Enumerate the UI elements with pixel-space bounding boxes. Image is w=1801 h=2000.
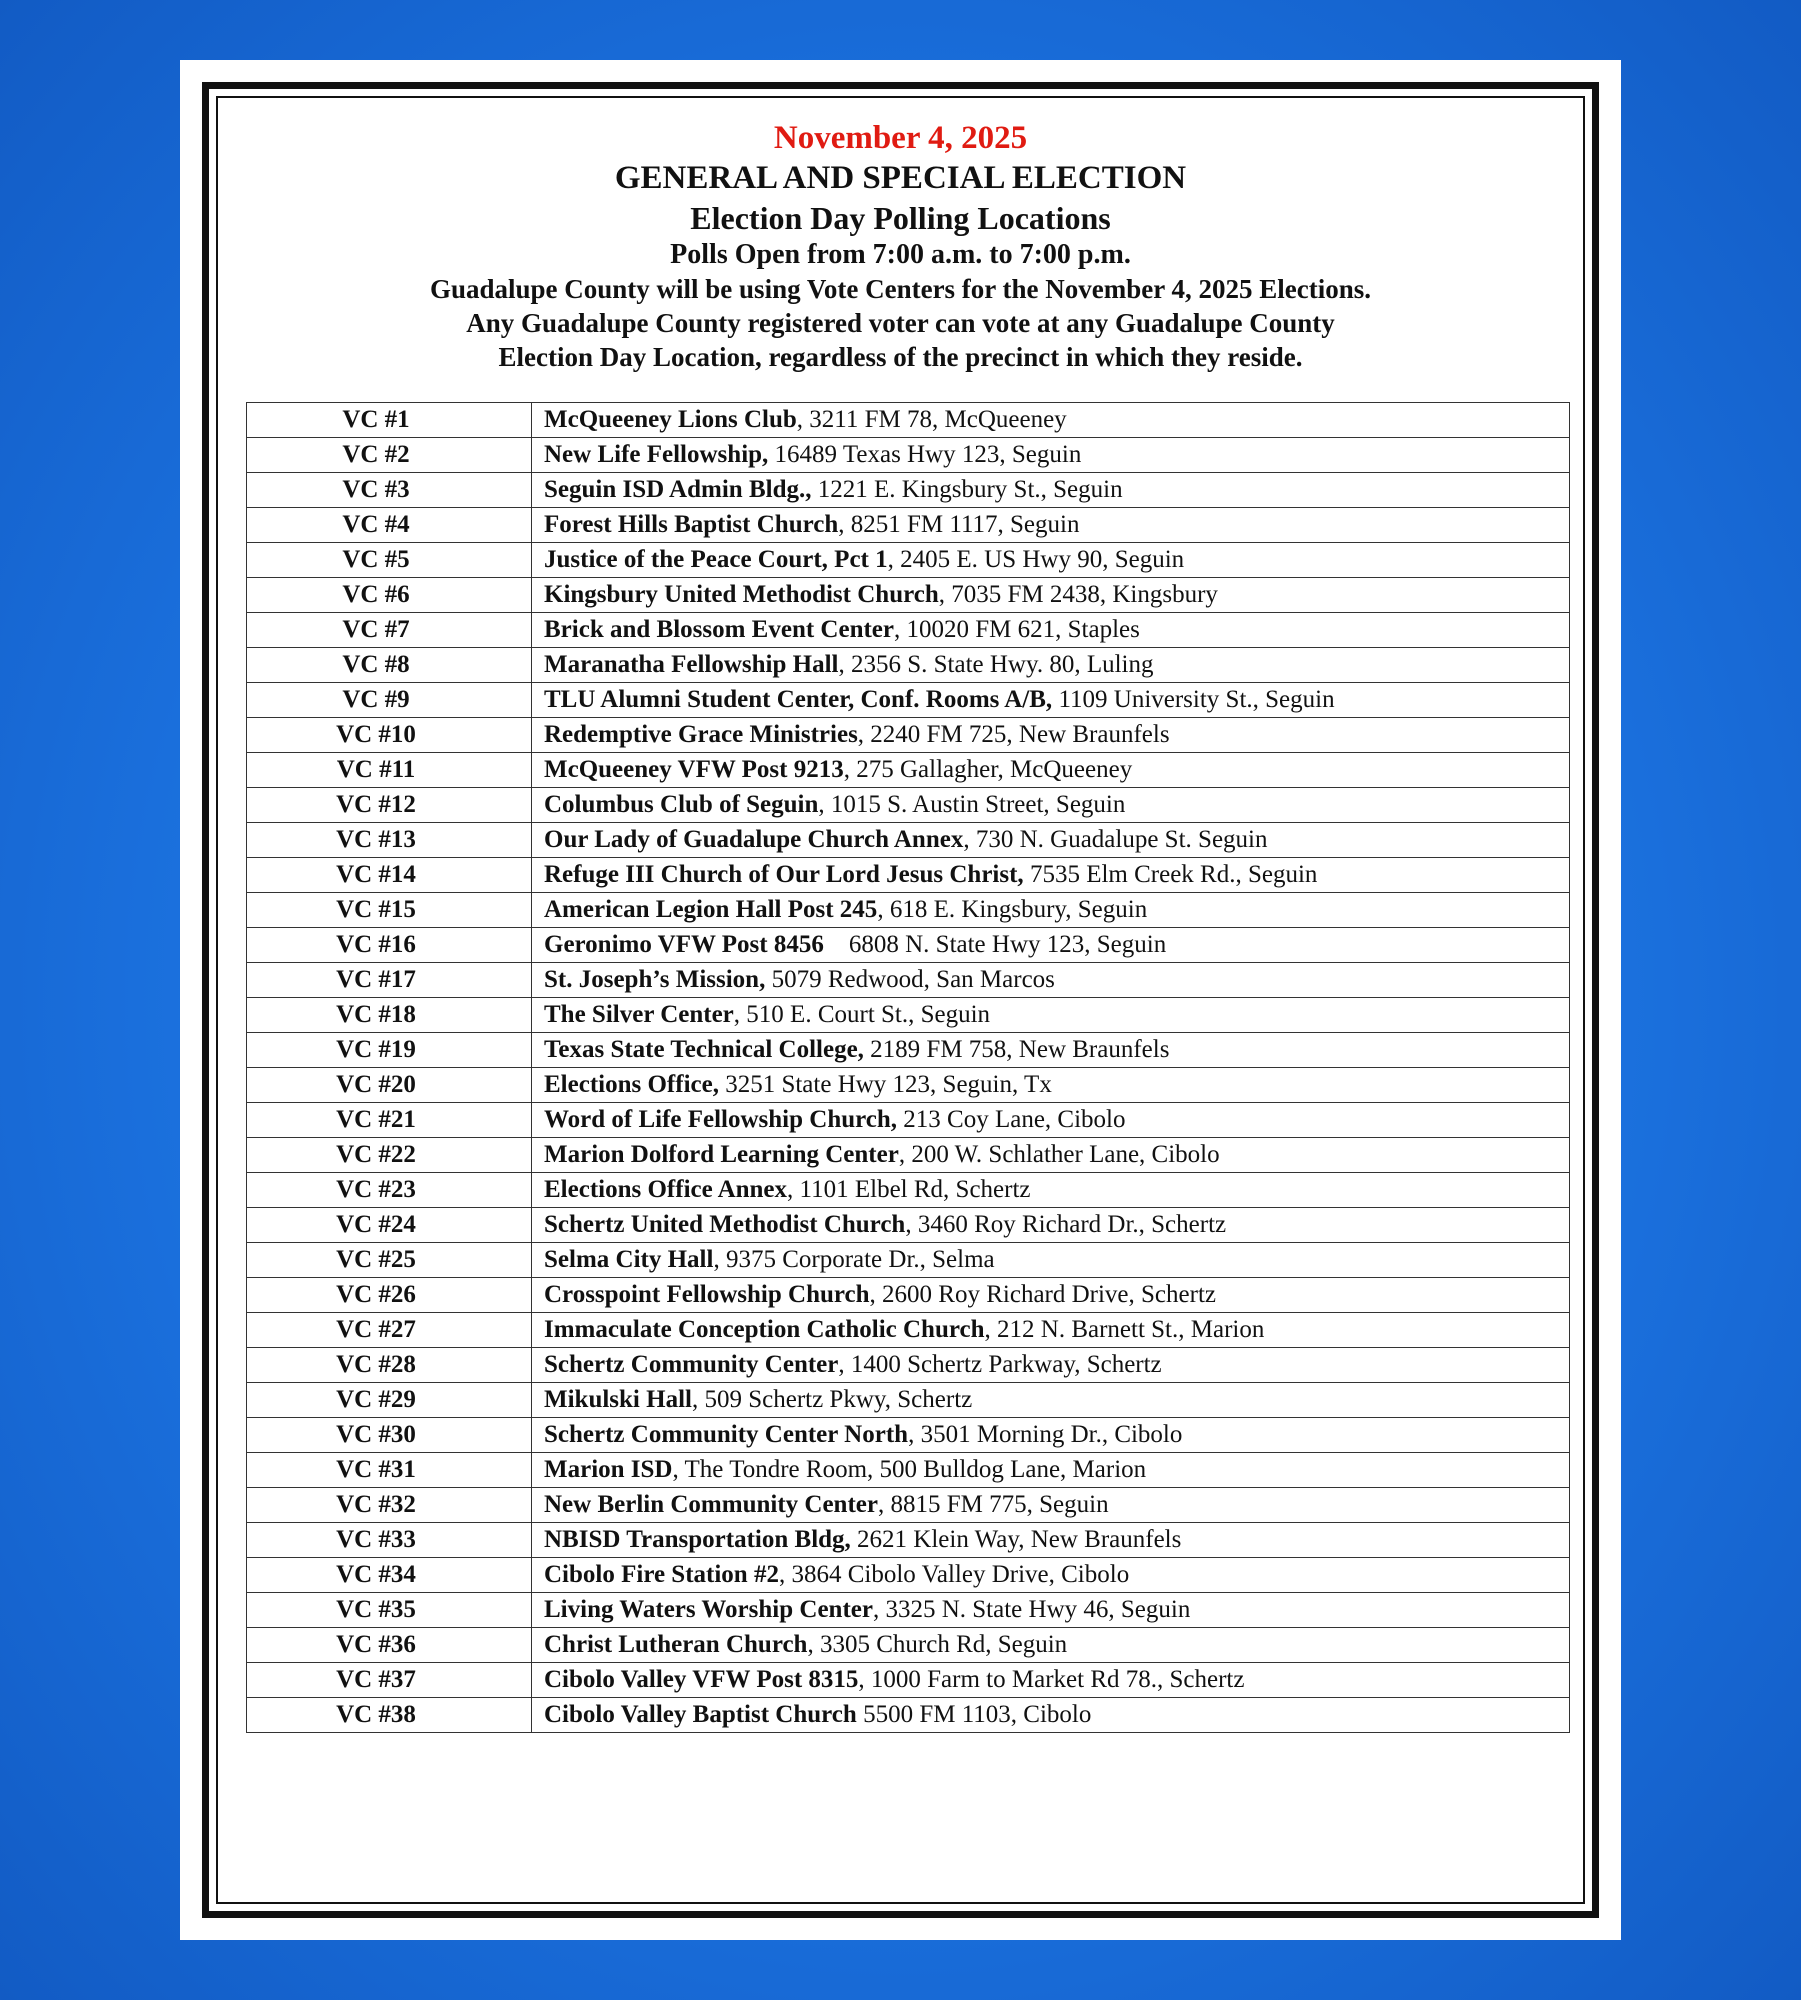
location-cell (532, 1418, 1570, 1453)
table-row (247, 963, 1570, 998)
table-row (247, 473, 1570, 508)
table-row (247, 718, 1570, 753)
vote-center-number: VC #8 (247, 648, 532, 683)
location-cell (532, 508, 1570, 543)
vote-center-note-3: Election Day Location, regardless of the precinct in which they reside. (498, 342, 1303, 372)
table-row (247, 543, 1570, 578)
location-cell (532, 753, 1570, 788)
location-name: Elections Office, (544, 1071, 719, 1098)
location-name: Texas State Technical College, (544, 1036, 864, 1063)
location-address: , 509 Schertz Pkwy, Schertz (691, 1386, 973, 1413)
location-name: American Legion Hall Post 245 (544, 896, 878, 923)
location-name: Brick and Blossom Event Center (544, 616, 894, 643)
vote-center-number: VC #16 (247, 928, 532, 963)
vote-center-number: VC #25 (247, 1243, 532, 1278)
location-address: 16489 Texas Hwy 123, Seguin (768, 441, 1082, 468)
table-row (247, 1418, 1570, 1453)
location-cell (532, 613, 1570, 648)
location-name: Schertz Community Center (544, 1351, 839, 1378)
location-cell (532, 438, 1570, 473)
vote-center-number: VC #38 (247, 1698, 532, 1733)
vote-center-number: VC #27 (247, 1313, 532, 1348)
vote-center-number: VC #32 (247, 1488, 532, 1523)
location-address: , 3460 Roy Richard Dr., Schertz (905, 1211, 1227, 1238)
vote-center-number: VC #35 (247, 1593, 532, 1628)
location-cell (532, 1138, 1570, 1173)
location-address: , 275 Gallagher, McQueeney (843, 756, 1133, 783)
location-cell (532, 1523, 1570, 1558)
location-address: 2621 Klein Way, New Braunfels (850, 1526, 1182, 1553)
location-name: Marion ISD (544, 1456, 673, 1483)
vote-center-note-2: Any Guadalupe County registered voter can vote at any Guadalupe County (466, 308, 1335, 338)
vote-center-number: VC #36 (247, 1628, 532, 1663)
vote-center-number: VC #17 (247, 963, 532, 998)
location-address: , 10020 FM 621, Staples (894, 616, 1140, 643)
location-address: 3251 State Hwy 123, Seguin, Tx (718, 1071, 1052, 1098)
vote-center-number: VC #14 (247, 858, 532, 893)
table-row (247, 1383, 1570, 1418)
location-name: Forest Hills Baptist Church (544, 511, 839, 538)
location-cell (532, 1348, 1570, 1383)
location-address: , 2356 S. State Hwy. 80, Luling (838, 651, 1154, 678)
document-title: GENERAL AND SPECIAL ELECTION (614, 160, 1187, 196)
location-address: , 1101 Elbel Rd, Schertz (787, 1176, 1031, 1203)
table-row (247, 788, 1570, 823)
location-cell (532, 1208, 1570, 1243)
location-cell (532, 1033, 1570, 1068)
location-cell (532, 1173, 1570, 1208)
table-row (247, 1663, 1570, 1698)
location-address: , 2240 FM 725, New Braunfels (857, 721, 1170, 748)
table-row (247, 1313, 1570, 1348)
vote-center-number: VC #26 (247, 1278, 532, 1313)
location-cell (532, 648, 1570, 683)
location-cell (532, 998, 1570, 1033)
location-address: , 730 N. Guadalupe St. Seguin (963, 826, 1268, 853)
page-border-outer (202, 82, 1599, 1918)
election-date: November 4, 2025 (773, 120, 1028, 156)
location-name: Crosspoint Fellowship Church (544, 1281, 870, 1308)
location-name: The Silver Center (544, 1001, 734, 1028)
table-row (247, 1033, 1570, 1068)
location-cell (532, 543, 1570, 578)
vote-center-number: VC #24 (247, 1208, 532, 1243)
location-address: , 1015 S. Austin Street, Seguin (818, 791, 1126, 818)
location-cell (532, 1243, 1570, 1278)
vote-center-number: VC #13 (247, 823, 532, 858)
table-row (247, 858, 1570, 893)
vote-center-number: VC #1 (247, 403, 532, 438)
location-name: Selma City Hall (544, 1246, 714, 1273)
table-row (247, 1593, 1570, 1628)
location-name: Elections Office Annex (544, 1176, 788, 1203)
location-cell (532, 1313, 1570, 1348)
vote-center-number: VC #6 (247, 578, 532, 613)
table-row (247, 578, 1570, 613)
location-cell (532, 1068, 1570, 1103)
location-address: 213 Coy Lane, Cibolo (897, 1106, 1126, 1133)
location-cell (532, 1383, 1570, 1418)
location-cell (532, 403, 1570, 438)
location-cell (532, 1453, 1570, 1488)
vote-center-number: VC #4 (247, 508, 532, 543)
vote-center-number: VC #33 (247, 1523, 532, 1558)
document-page (180, 60, 1621, 1940)
location-address: 5500 FM 1103, Cibolo (856, 1701, 1092, 1728)
table-row (247, 893, 1570, 928)
table-row (247, 1068, 1570, 1103)
location-cell (532, 578, 1570, 613)
vote-center-number: VC #18 (247, 998, 532, 1033)
location-name: Justice of the Peace Court, Pct 1 (544, 546, 888, 573)
location-cell (532, 858, 1570, 893)
table-row (247, 1558, 1570, 1593)
table-row (247, 1698, 1570, 1733)
location-address: , 2600 Roy Richard Drive, Schertz (869, 1281, 1216, 1308)
location-name: Refuge III Church of Our Lord Jesus Christ, (544, 861, 1024, 888)
location-address: 5079 Redwood, San Marcos (765, 966, 1055, 993)
location-cell (532, 718, 1570, 753)
table-row (247, 1488, 1570, 1523)
vote-center-note-1: Guadalupe County will be using Vote Centers for the November 4, 2025 Elections. (429, 274, 1372, 304)
location-name: Immaculate Conception Catholic Church (544, 1316, 985, 1343)
location-cell (532, 1628, 1570, 1663)
vote-center-number: VC #3 (247, 473, 532, 508)
location-cell (532, 1593, 1570, 1628)
vote-center-number: VC #11 (247, 753, 532, 788)
location-address: , 3305 Church Rd, Seguin (807, 1631, 1068, 1658)
location-address: 1109 University St., Seguin (1052, 686, 1335, 713)
location-cell (532, 1663, 1570, 1698)
vote-center-number: VC #21 (247, 1103, 532, 1138)
location-address: , 9375 Corporate Dr., Selma (713, 1246, 995, 1273)
table-row (247, 1628, 1570, 1663)
location-cell (532, 963, 1570, 998)
location-address: 6808 N. State Hwy 123, Seguin (823, 931, 1167, 958)
document-subtitle: Election Day Polling Locations (690, 200, 1111, 236)
table-row (247, 1523, 1570, 1558)
location-address: , 200 W. Schlather Lane, Cibolo (898, 1141, 1220, 1168)
location-name: Schertz United Methodist Church (544, 1211, 906, 1238)
page-border-inner (216, 96, 1585, 1904)
table-row (247, 1103, 1570, 1138)
vote-center-number: VC #37 (247, 1663, 532, 1698)
vote-center-number: VC #10 (247, 718, 532, 753)
location-address: , 3864 Cibolo Valley Drive, Cibolo (778, 1561, 1130, 1588)
table-row (247, 928, 1570, 963)
location-name: Columbus Club of Seguin (544, 791, 819, 818)
location-address: 2189 FM 758, New Braunfels (863, 1036, 1170, 1063)
location-cell (532, 1488, 1570, 1523)
location-name: Living Waters Worship Center (544, 1596, 873, 1623)
location-address: , 7035 FM 2438, Kingsbury (938, 581, 1218, 608)
location-name: NBISD Transportation Bldg, (544, 1526, 851, 1553)
polling-locations-table (246, 402, 1570, 1733)
location-cell (532, 788, 1570, 823)
vote-center-number: VC #20 (247, 1068, 532, 1103)
location-cell (532, 473, 1570, 508)
location-cell (532, 1698, 1570, 1733)
location-name: Our Lady of Guadalupe Church Annex (544, 826, 964, 853)
location-address: , 212 N. Barnett St., Marion (984, 1316, 1265, 1343)
location-name: Marion Dolford Learning Center (544, 1141, 899, 1168)
vote-center-number: VC #9 (247, 683, 532, 718)
location-address: , 510 E. Court St., Seguin (733, 1001, 991, 1028)
location-address: , 3501 Morning Dr., Cibolo (908, 1421, 1183, 1448)
vote-center-number: VC #15 (247, 893, 532, 928)
location-address: , 618 E. Kingsbury, Seguin (877, 896, 1148, 923)
vote-center-number: VC #23 (247, 1173, 532, 1208)
location-address: , The Tondre Room, 500 Bulldog Lane, Marion (672, 1456, 1147, 1483)
table-row (247, 1278, 1570, 1313)
location-cell (532, 823, 1570, 858)
location-cell (532, 893, 1570, 928)
vote-center-number: VC #29 (247, 1383, 532, 1418)
location-name: TLU Alumni Student Center, Conf. Rooms A/B, (544, 686, 1053, 713)
location-name: Seguin ISD Admin Bldg., (544, 476, 812, 503)
table-row (247, 683, 1570, 718)
location-name: Cibolo Valley Baptist Church (544, 1701, 857, 1728)
location-name: Mikulski Hall (544, 1386, 692, 1413)
location-address: , 1400 Schertz Parkway, Schertz (838, 1351, 1162, 1378)
location-address: , 3211 FM 78, McQueeney (796, 406, 1067, 433)
vote-center-number: VC #34 (247, 1558, 532, 1593)
poll-hours: Polls Open from 7:00 a.m. to 7:00 p.m. (670, 239, 1131, 270)
table-row (247, 1243, 1570, 1278)
location-name: Redemptive Grace Ministries (544, 721, 858, 748)
location-cell (532, 1558, 1570, 1593)
vote-center-number: VC #2 (247, 438, 532, 473)
vote-center-number: VC #22 (247, 1138, 532, 1173)
location-name: Geronimo VFW Post 8456 (544, 931, 824, 958)
table-row (247, 508, 1570, 543)
location-name: Cibolo Valley VFW Post 8315 (544, 1666, 859, 1693)
table-row (247, 613, 1570, 648)
location-address: 1221 E. Kingsbury St., Seguin (811, 476, 1123, 503)
location-name: Kingsbury United Methodist Church (544, 581, 939, 608)
table-row (247, 1453, 1570, 1488)
location-cell (532, 1278, 1570, 1313)
document-header (218, 118, 1583, 374)
location-name: McQueeney Lions Club (544, 406, 797, 433)
vote-center-number: VC #5 (247, 543, 532, 578)
vote-center-number: VC #12 (247, 788, 532, 823)
location-address: , 1000 Farm to Market Rd 78., Schertz (858, 1666, 1245, 1693)
table-row (247, 998, 1570, 1033)
table-row (247, 753, 1570, 788)
table-row (247, 823, 1570, 858)
location-name: Schertz Community Center North (544, 1421, 909, 1448)
location-name: Cibolo Fire Station #2 (544, 1561, 779, 1588)
table-row (247, 403, 1570, 438)
vote-center-number: VC #30 (247, 1418, 532, 1453)
location-address: , 8251 FM 1117, Seguin (838, 511, 1080, 538)
location-address: , 3325 N. State Hwy 46, Seguin (872, 1596, 1191, 1623)
location-name: Maranatha Fellowship Hall (544, 651, 839, 678)
location-address: 7535 Elm Creek Rd., Seguin (1023, 861, 1318, 888)
vote-center-number: VC #7 (247, 613, 532, 648)
table-row (247, 648, 1570, 683)
table-row (247, 438, 1570, 473)
location-name: New Berlin Community Center (544, 1491, 878, 1518)
table-row (247, 1173, 1570, 1208)
location-name: McQueeney VFW Post 9213 (544, 756, 844, 783)
location-name: Word of Life Fellowship Church, (544, 1106, 898, 1133)
location-cell (532, 1103, 1570, 1138)
location-name: Christ Lutheran Church (544, 1631, 808, 1658)
location-name: New Life Fellowship, (544, 441, 769, 468)
location-address: , 2405 E. US Hwy 90, Seguin (887, 546, 1185, 573)
table-row (247, 1348, 1570, 1383)
vote-center-number: VC #28 (247, 1348, 532, 1383)
vote-center-number: VC #19 (247, 1033, 532, 1068)
location-address: , 8815 FM 775, Seguin (877, 1491, 1109, 1518)
table-row (247, 1138, 1570, 1173)
location-cell (532, 928, 1570, 963)
location-cell (532, 683, 1570, 718)
location-name: St. Joseph’s Mission, (544, 966, 766, 993)
vote-center-number: VC #31 (247, 1453, 532, 1488)
table-row (247, 1208, 1570, 1243)
